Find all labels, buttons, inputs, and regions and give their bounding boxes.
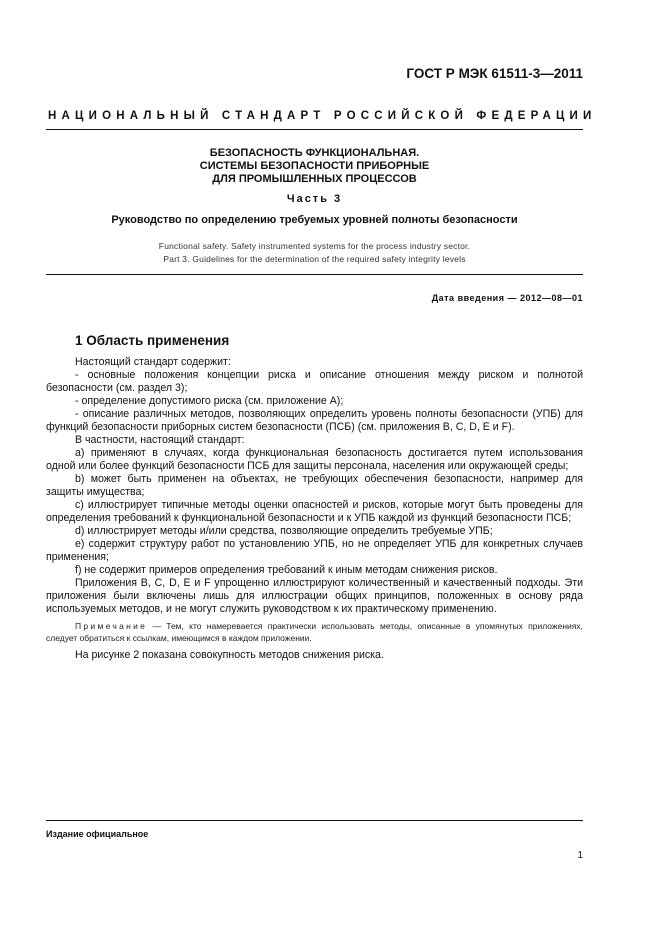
list-item: f) не содержит примеров определения требований к иным методам снижения рисков. <box>75 564 498 576</box>
list-item: - определение допустимого риска (см. приложение А); <box>75 395 344 407</box>
list-item: - основные положения концепции риска и описание отношения между риском и полнотой безопасности (см. раздел 3); <box>46 369 583 394</box>
note <box>46 620 583 644</box>
note-label: Примечание <box>75 621 148 631</box>
standard-title <box>46 147 583 186</box>
paragraph: На рисунке 2 показана совокупность методов снижения риска. <box>75 649 384 661</box>
header-divider <box>46 129 583 130</box>
part-label: Часть 3 <box>286 193 343 205</box>
note-text: — Тем, кто намеревается практически использовать методы, описанные в упомянутых приложениях, следует обратиться к ссылкам, имеющимся в каждом приложении. <box>46 621 583 643</box>
list-item: - описание различных методов, позволяющих определить уровень полноты безопасности (УПБ) для функций безопасности приборных систем безопасности (ПСБ) (см. приложения В, С, D, Е и F). <box>46 408 583 433</box>
title-line-3: ДЛЯ ПРОМЫШЛЕННЫХ ПРОЦЕССОВ <box>212 173 417 185</box>
paragraph: Настоящий стандарт содержит: <box>75 356 231 368</box>
english-title-line-1: Functional safety. Safety instrumented systems for the process industry sector. <box>158 241 471 251</box>
standard-subtitle: Руководство по определению требуемых уровней полноты безопасности <box>111 214 518 226</box>
section-body <box>46 356 583 662</box>
national-standard-heading: НАЦИОНАЛЬНЫЙ СТАНДАРТ РОССИЙСКОЙ ФЕДЕРАЦИИ <box>48 110 597 122</box>
paragraph: В частности, настоящий стандарт: <box>75 434 245 446</box>
page-number: 1 <box>577 850 583 861</box>
list-item: c) иллюстрирует типичные методы оценки опасностей и рисков, которые могут быть проведены для определения требований к функциональной безопасности и к УПБ каждой из функций безопасности ПСБ; <box>46 499 583 524</box>
document-number: ГОСТ Р МЭК 61511-3—2011 <box>406 66 583 81</box>
section-heading: 1 Область применения <box>75 333 230 348</box>
paragraph: Приложения В, С, D, Е и F упрощенно иллюстрируют количественный и качественный подходы. Эти приложения были включены лишь для иллюстрации общих принципов, положенных в основу ряда используемых методов, и не могут служить руководством к их практическому применению. <box>46 577 583 615</box>
list-item: e) содержит структуру работ по установлению УПБ, но не определяет УПБ для конкретных случаев применения; <box>46 538 583 563</box>
english-title-line-2: Part 3. Guidelines for the determination of the required safety integrity levels <box>163 254 466 264</box>
title-divider <box>46 274 583 275</box>
english-title <box>46 240 583 266</box>
title-line-1: БЕЗОПАСНОСТЬ ФУНКЦИОНАЛЬНАЯ. <box>209 147 420 159</box>
introduction-date: Дата введения — 2012—08—01 <box>431 293 583 303</box>
official-edition-label: Издание официальное <box>46 829 149 839</box>
list-item: d) иллюстрирует методы и/или средства, позволяющие определить требуемые УПБ; <box>75 525 493 537</box>
list-item: a) применяют в случаях, когда функциональная безопасность достигается путем использования одной или более функций безопасности ПСБ для защиты персонала, населения или окружающей среды; <box>46 447 583 472</box>
list-item: b) может быть применен на объектах, не требующих обеспечения безопасности, например для защиты имущества; <box>46 473 583 498</box>
title-line-2: СИСТЕМЫ БЕЗОПАСНОСТИ ПРИБОРНЫЕ <box>199 160 430 172</box>
footer-divider <box>46 820 583 821</box>
